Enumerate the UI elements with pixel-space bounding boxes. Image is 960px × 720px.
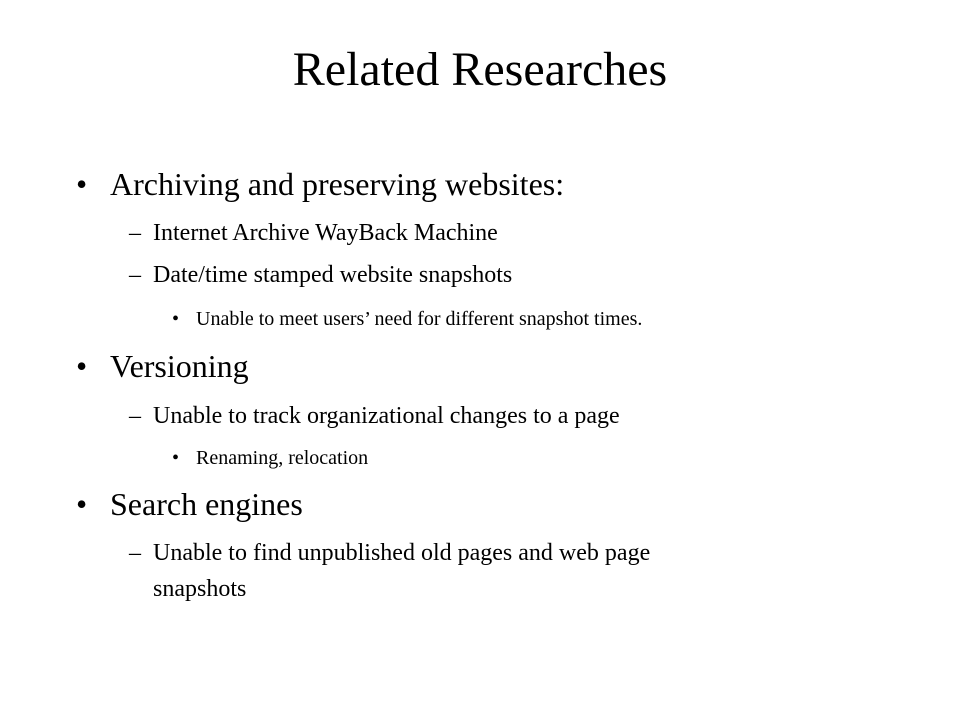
sub-item-text: Unable to track organizational changes to a page [153,403,620,429]
sub-item-text: snapshots [153,576,247,602]
dash-marker: – [129,403,141,429]
dash-marker: – [129,262,141,288]
sub-item [129,260,513,290]
bullet-item [76,164,565,204]
sub-item [129,401,620,431]
bullet-text: Versioning [110,348,249,384]
sub-sub-item [172,445,369,471]
bullet-marker: • [76,348,88,384]
bullet-marker: • [172,308,180,330]
sub-item-text: Internet Archive WayBack Machine [153,220,498,246]
bullet-text: Search engines [110,486,303,522]
sub-item [129,218,498,248]
slide-title: Related Researches [292,43,668,96]
sub-item [129,538,651,568]
dash-marker: – [129,220,141,246]
bullet-marker: • [76,486,88,522]
bullet-item [76,484,303,524]
dash-marker: – [129,540,141,566]
sub-sub-item-text: Unable to meet users’ need for different snapshot times. [196,308,643,330]
sub-sub-item-text: Renaming, relocation [196,447,369,469]
sub-item-continuation [153,574,246,604]
bullet-item [76,346,249,386]
sub-item-text: Date/time stamped website snapshots [153,262,513,288]
sub-sub-item [172,306,643,332]
bullet-marker: • [172,447,180,469]
bullet-marker: • [76,166,88,202]
bullet-text: Archiving and preserving websites: [110,166,565,202]
sub-item-text: Unable to find unpublished old pages and web page [153,540,651,566]
